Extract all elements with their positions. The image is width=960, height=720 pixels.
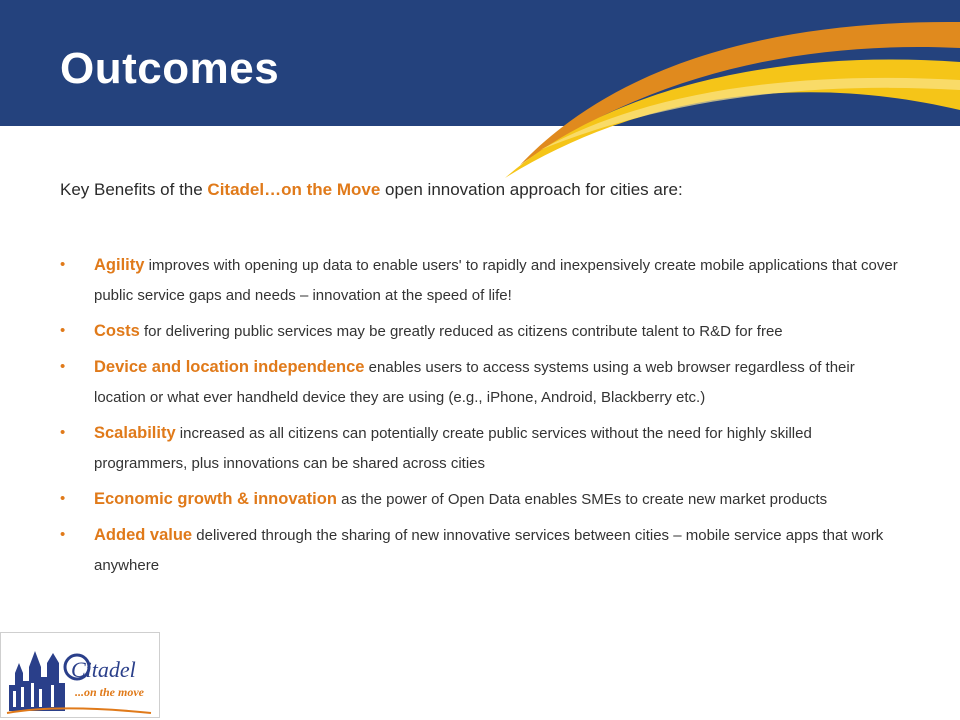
bullet-text: delivered through the sharing of new innovative services between cities – mobile service apps that work anywhere	[94, 527, 884, 574]
benefits-list	[60, 250, 900, 586]
intro-highlight: Citadel…on the Move	[207, 180, 381, 199]
bullet-icon: •	[60, 358, 66, 375]
bullet-term: Added value	[94, 526, 193, 544]
logo-name: Citadel	[71, 657, 136, 682]
list-item	[60, 418, 900, 479]
bullet-icon: •	[60, 424, 66, 441]
intro-after: open innovation approach for cities are:	[380, 180, 683, 199]
list-item	[60, 250, 900, 311]
bullet-text: increased as all citizens can potentially create public services without the need for highly skilled programmers, plus innovations can be shared across cities	[94, 425, 812, 472]
logo-tagline: ...on the move	[75, 685, 144, 699]
bullet-term: Scalability	[94, 424, 176, 442]
bullet-term: Costs	[94, 322, 140, 340]
list-item	[60, 352, 900, 413]
intro-before: Key Benefits of the	[60, 180, 208, 199]
citadel-logo	[0, 632, 160, 718]
bullet-term: Agility	[94, 256, 145, 274]
list-item	[60, 484, 900, 515]
bullet-text: enables users to access systems using a web browser regardless of their location or what ever handheld device they are using (e.g., iPhone, Android, Blackberry etc.)	[94, 359, 855, 406]
bullet-icon: •	[60, 256, 66, 273]
bullet-text: for delivering public services may be greatly reduced as citizens contribute talent to R&D for free	[139, 323, 783, 340]
bullet-icon: •	[60, 526, 66, 543]
bullet-icon: •	[60, 322, 66, 339]
list-item	[60, 520, 900, 581]
intro-text	[60, 180, 920, 200]
bullet-term: Device and location independence	[94, 358, 365, 376]
bullet-text: improves with opening up data to enable users' to rapidly and inexpensively create mobile applications that cover public service gaps and needs – innovation at the speed of life!	[94, 257, 898, 304]
bullet-icon: •	[60, 490, 66, 507]
slide-title: Outcomes	[60, 44, 280, 93]
bullet-text: as the power of Open Data enables SMEs to create new market products	[336, 491, 828, 508]
decorative-swoosh	[0, 0, 960, 200]
bullet-term: Economic growth & innovation	[94, 490, 337, 508]
list-item	[60, 316, 900, 347]
swoosh-gold	[505, 60, 960, 178]
